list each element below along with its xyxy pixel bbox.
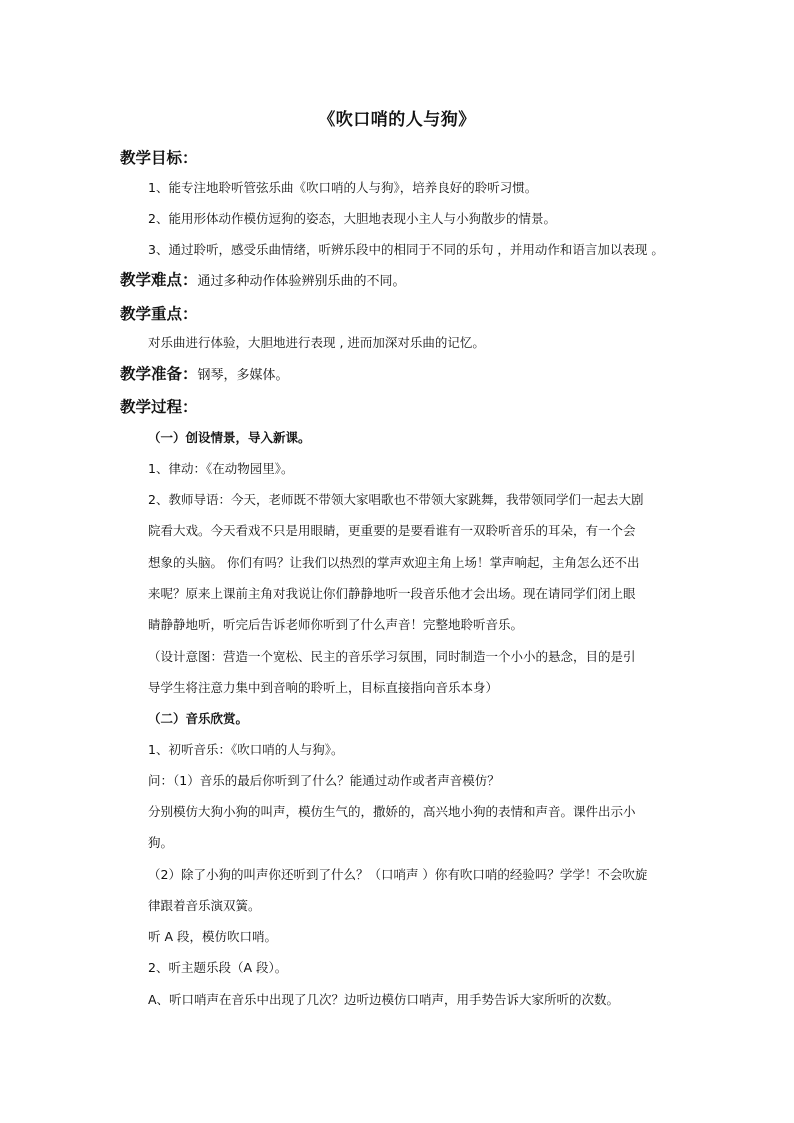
section2-line: （2）除了小狗的叫声你还听到了什么？（口哨声 ）你有吹口哨的经验吗？学学！不会吹旋 <box>148 867 648 882</box>
section2-line: 听 A 段，模仿吹口哨。 <box>148 929 277 944</box>
section2-heading: （二）音乐欣赏。 <box>148 711 249 726</box>
section1-line: 想象的头脑。 你们有吗？让我们以热烈的掌声欢迎主角上场！掌声响起，主角怎么还不出 <box>148 555 640 570</box>
section2-line: 律跟着音乐演双簧。 <box>148 898 261 913</box>
prep-row <box>120 362 289 384</box>
section1-heading: （一）创设情景，导入新课。 <box>148 430 311 445</box>
goal-item-3: 3、通过聆听，感受乐曲情绪，听辨乐段中的相同于不同的乐句 ，并用动作和语言加以表现 。 <box>148 242 664 257</box>
goal-item-2: 2、能用形体动作模仿逗狗的姿态，大胆地表现小主人与小狗散步的情景。 <box>148 211 556 226</box>
section2-line: 分别模仿大狗小狗的叫声，模仿生气的，撒娇的，高兴地小狗的表情和声音。课件出示小 <box>148 804 636 819</box>
section1-line: 来呢？原来上课前主角对我说让你们静静地听一段音乐他才会出场。现在请同学们闭上眼 <box>148 586 636 601</box>
goals-heading: 教学目标： <box>120 149 198 167</box>
key-text: 对乐曲进行体验，大胆地进行表现 , 进而加深对乐曲的记忆。 <box>148 335 485 350</box>
prep-text: 钢琴，多媒体。 <box>197 368 289 383</box>
section2-line: 1、初听音乐：《吹口哨的人与狗》。 <box>148 742 344 757</box>
process-heading: 教学过程： <box>120 398 198 416</box>
prep-heading: 教学准备： <box>120 365 198 383</box>
goal-item-1: 1、能专注地聆听管弦乐曲《吹口哨的人与狗》，培养良好的聆听习惯。 <box>148 180 538 195</box>
section1-line: 2、教师导语：今天，老师既不带领大家唱歌也不带领大家跳舞，我带领同学们一起去大剧 <box>148 492 644 507</box>
difficulty-row <box>120 268 406 290</box>
document-title: 《吹口哨的人与狗》 <box>318 110 476 130</box>
section1-line: 院看大戏。今天看戏不只是用眼睛，更重要的是要看谁有一双聆听音乐的耳朵，有一个会 <box>148 523 636 538</box>
section2-line: 问：（1）音乐的最后你听到了什么？能通过动作或者声音模仿？ <box>148 773 500 788</box>
section1-line: 导学生将注意力集中到音响的聆听上，目标直接指向音乐本身） <box>148 680 499 695</box>
section1-line: 1、律动：《在动物园里》。 <box>148 461 294 476</box>
section2-line: 2、听主题乐段（A 段）。 <box>148 960 288 975</box>
section1-line: 睛静静地听，听完后告诉老师你听到了什么声音！完整地聆听音乐。 <box>148 617 524 632</box>
difficulty-text: 通过多种动作体验辨别乐曲的不同。 <box>197 274 406 289</box>
difficulty-heading: 教学难点： <box>120 271 198 289</box>
key-heading: 教学重点： <box>120 305 198 323</box>
section1-line: （设计意图：营造一个宽松、民主的音乐学习氛围，同时制造一个小小的悬念，目的是引 <box>148 649 636 664</box>
section2-line: A、听口哨声在音乐中出现了几次？边听边模仿口哨声，用手势告诉大家所听的次数。 <box>148 992 620 1007</box>
section2-line: 狗。 <box>148 835 174 850</box>
